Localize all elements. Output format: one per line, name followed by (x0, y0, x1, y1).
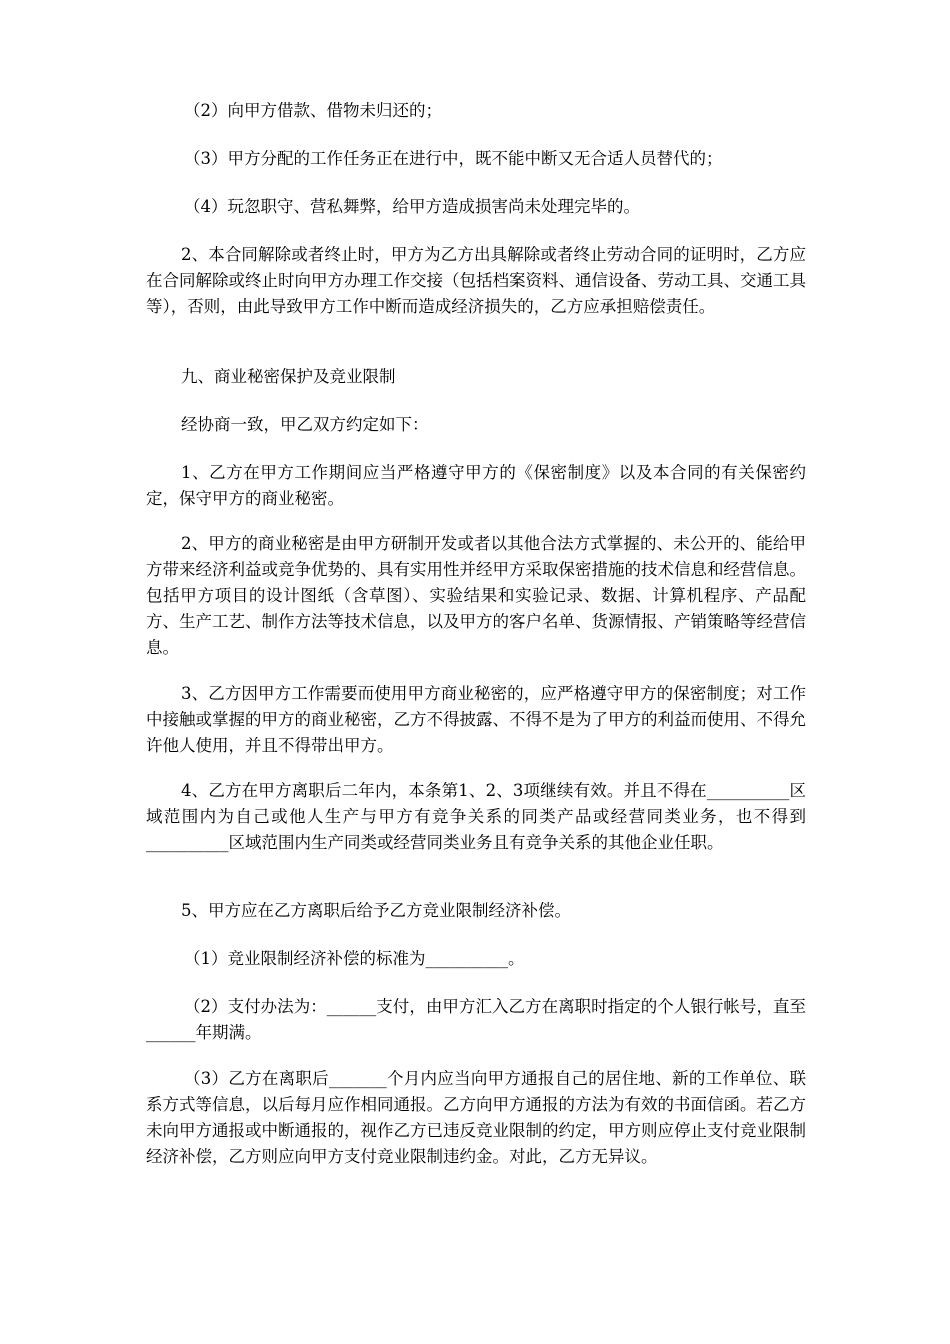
clause-handover: 2、本合同解除或者终止时，甲方为乙方出具解除或者终止劳动合同的证明时，乙方应在合同解除或终止时向甲方办理工作交接（包括档案资料、通信设备、劳动工具、交通工具等），否则，由此导致甲方工作中断而造成经济损失的，乙方应承担赔偿责任。 (146, 245, 806, 316)
clause-secrecy-3: 3、乙方因甲方工作需要而使用甲方商业秘密的，应严格遵守甲方的保密制度；对工作中接触或掌握的甲方的商业秘密，乙方不得披露、不得不是为了甲方的利益而使用、不得允许他人使用，并且不得带出甲方。 (146, 684, 806, 755)
clause-secrecy-2: 2、甲方的商业秘密是由甲方研制开发或者以其他合法方式掌握的、未公开的、能给甲方带来经济利益或竞争优势的、具有实用性并经甲方采取保密措施的技术信息和经营信息。包括甲方项目的设计图纸（含草图）、实验结果和实验记录、数据、计算机程序、产品配方、生产工艺、制作方法等技术信息，以及甲方的客户名单、货源情报、产销策略等经营信息。 (146, 534, 806, 657)
compensation-payment: （2）支付办法为：______支付，由甲方汇入乙方在离职时指定的个人银行帐号，直至______年期满。 (146, 997, 806, 1042)
clause-item-2: （2）向甲方借款、借物未归还的； (184, 101, 442, 120)
clause-item-4: （4）玩忽职守、营私舞弊，给甲方造成损害尚未处理完毕的。 (184, 197, 640, 216)
compensation-standard: （1）竞业限制经济补偿的标准为__________。 (184, 949, 525, 968)
agreement-intro: 经协商一致，甲乙双方约定如下： (181, 415, 429, 434)
section-heading: 九、商业秘密保护及竞业限制 (181, 367, 396, 386)
clause-secrecy-1: 1、乙方在甲方工作期间应当严格遵守甲方的《保密制度》以及本合同的有关保密约定，保守甲方的商业秘密。 (146, 463, 806, 508)
clause-item-3: （3）甲方分配的工作任务正在进行中，既不能中断又无合适人员替代的； (184, 149, 723, 168)
clause-compensation: 5、甲方应在乙方离职后给予乙方竞业限制经济补偿。 (181, 901, 571, 920)
clause-secrecy-4: 4、乙方在甲方离职后二年内，本条第1、2、3项继续有效。并且不得在__________区域范围内为自己或他人生产与甲方有竞争关系的同类产品或经营同类业务，也不得到__________区域范围内生产同类或经营同类业务且有竞争关系的其他企业任职。 (146, 781, 806, 852)
compensation-notification: （3）乙方在离职后_______个月内应当向甲方通报自己的居住地、新的工作单位、联系方式等信息，以后每月应作相同通报。乙方向甲方通报的方法为有效的书面信函。若乙方未向甲方通报或中断通报的，视作乙方已违反竞业限制的约定，甲方则应停止支付竞业限制经济补偿，乙方则应向甲方支付竞业限制违约金。对此，乙方无异议。 (146, 1069, 806, 1166)
